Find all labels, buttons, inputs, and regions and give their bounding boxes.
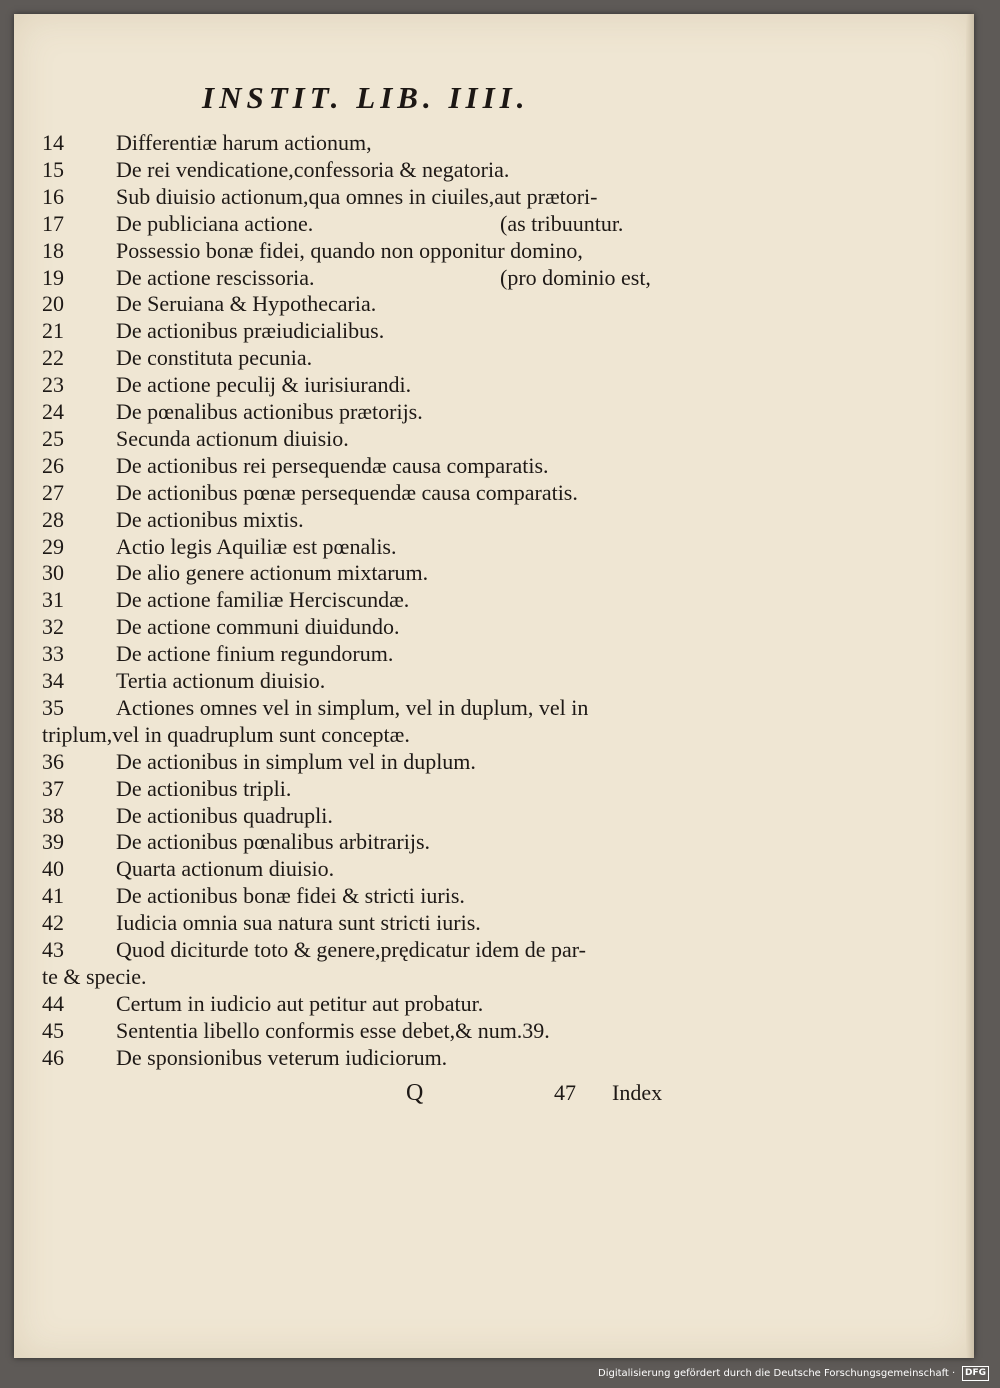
list-item <box>14 641 974 669</box>
entry-text: Possessio bonæ fidei, quando non opponitur domino, <box>116 237 583 263</box>
list-item <box>14 883 974 911</box>
entry-text: De actione familiæ Herciscundæ. <box>116 587 410 613</box>
digitization-credit: Digitalisierung gefördert durch die Deutsche Forschungsgemeinschaft · <box>598 1368 956 1379</box>
entry-text: Sententia libello conformis esse debet,& num.39. <box>116 1017 550 1043</box>
entry-text: De actionibus pœnæ persequendæ causa comparatis. <box>116 479 578 505</box>
list-item <box>14 829 974 857</box>
entry-text: Actiones omnes vel in simplum, vel in duplum, vel in <box>116 694 589 720</box>
entry-number: 20 <box>42 291 64 317</box>
list-item <box>14 1045 974 1073</box>
list-item <box>14 372 974 400</box>
entry-number: 18 <box>42 237 64 263</box>
entry-number: 42 <box>42 910 64 936</box>
list-item <box>14 426 974 454</box>
continuation-text: triplum,vel in quadruplum sunt conceptæ. <box>42 721 410 747</box>
entry-number: 19 <box>42 264 64 290</box>
signature-mark: Q <box>406 1080 424 1106</box>
list-item <box>14 668 974 696</box>
table-of-contents <box>14 14 974 1358</box>
entry-text: De actione finium regundorum. <box>116 641 394 667</box>
list-item <box>14 560 974 588</box>
entry-number: 41 <box>42 883 64 909</box>
entry-text: De actionibus præiudicialibus. <box>116 318 385 344</box>
book-page <box>14 14 974 1358</box>
entry-number: 37 <box>42 775 64 801</box>
entry-continuation <box>14 722 974 750</box>
entry-text: De pœnalibus actionibus prætorijs. <box>116 399 423 424</box>
entry-text: Tertia actionum diuisio. <box>116 668 326 693</box>
entry-number: 43 <box>42 937 64 962</box>
list-item <box>14 211 974 239</box>
entry-number: 30 <box>42 560 64 586</box>
list-item <box>14 130 974 158</box>
entry-text: De alio genere actionum mixtarum. <box>116 560 429 586</box>
list-item <box>14 238 974 266</box>
entry-text: De publiciana actione. <box>116 210 314 236</box>
list-item <box>14 184 974 212</box>
list-item <box>14 1018 974 1046</box>
entry-text: De actionibus bonæ fidei & stricti iuris. <box>116 883 465 909</box>
entry-number: 40 <box>42 856 64 882</box>
entry-number: 29 <box>42 533 64 559</box>
entry-text: Sub diuisio actionum,qua omnes in ciuiles,aut prætori- <box>116 183 598 209</box>
entry-text: De actionibus in simplum vel in duplum. <box>116 748 476 774</box>
entry-number: 17 <box>42 210 64 236</box>
list-item <box>14 534 974 562</box>
dfg-logo: DFG <box>962 1366 989 1381</box>
list-item <box>14 937 974 965</box>
list-item <box>14 695 974 723</box>
list-item <box>14 910 974 938</box>
list-item <box>14 749 974 777</box>
entry-text: De rei vendicatione,confessoria & negatoria. <box>116 156 510 182</box>
entry-runover: (as tribuuntur. <box>500 210 624 236</box>
catchword-number: 47 <box>554 1080 576 1105</box>
entry-text: De constituta pecunia. <box>116 345 313 371</box>
entry-text: De actionibus rei persequendæ causa comparatis. <box>116 452 549 478</box>
entry-number: 28 <box>42 506 64 532</box>
list-item <box>14 803 974 831</box>
catchword: Index <box>612 1080 663 1105</box>
list-item <box>14 157 974 185</box>
list-item <box>14 399 974 427</box>
entry-text: Iudicia omnia sua natura sunt stricti iuris. <box>116 910 481 936</box>
entry-number: 46 <box>42 1044 64 1070</box>
list-item <box>14 291 974 319</box>
entry-text: De Seruiana & Hypothecaria. <box>116 291 377 317</box>
entry-text: De actionibus quadrupli. <box>116 802 333 828</box>
entry-number: 32 <box>42 614 64 640</box>
list-item <box>14 991 974 1019</box>
entry-text: Differentiæ harum actionum, <box>116 130 372 155</box>
entry-text: De actione communi diuidundo. <box>116 614 400 640</box>
entry-text: De actionibus tripli. <box>116 775 292 801</box>
entry-number: 36 <box>42 748 64 774</box>
entry-text: De actione peculij & iurisiurandi. <box>116 372 412 398</box>
list-item <box>14 507 974 535</box>
list-item <box>14 480 974 508</box>
entry-text: Quod diciturde toto & genere,prędicatur idem de par- <box>116 937 586 962</box>
list-item <box>14 856 974 884</box>
entry-number: 16 <box>42 183 64 209</box>
entry-text: De actione rescissoria. <box>116 264 315 290</box>
entry-number: 26 <box>42 452 64 478</box>
entry-number: 14 <box>42 130 64 155</box>
entry-text: Secunda actionum diuisio. <box>116 425 349 451</box>
running-header: INSTIT. LIB. IIII. <box>202 80 530 115</box>
entry-number: 23 <box>42 372 64 398</box>
entry-number: 31 <box>42 587 64 613</box>
entry-text: Quarta actionum diuisio. <box>116 856 335 882</box>
entry-text: De actionibus pœnalibus arbitrarijs. <box>116 829 431 855</box>
entry-number: 45 <box>42 1017 64 1043</box>
entry-number: 38 <box>42 802 64 828</box>
list-item <box>14 453 974 481</box>
list-item <box>14 776 974 804</box>
continuation-text: te & specie. <box>42 963 147 989</box>
entry-number: 24 <box>42 399 64 424</box>
entry-text: De actionibus mixtis. <box>116 506 304 532</box>
list-item <box>14 587 974 615</box>
list-item <box>14 265 974 293</box>
entry-number: 39 <box>42 829 64 855</box>
entry-number: 25 <box>42 425 64 451</box>
list-item <box>14 345 974 373</box>
entry-continuation <box>14 964 974 992</box>
entry-number: 35 <box>42 694 64 720</box>
list-item <box>14 318 974 346</box>
entry-number: 22 <box>42 345 64 371</box>
entry-number: 33 <box>42 641 64 667</box>
entry-number: 34 <box>42 668 64 693</box>
entry-text: Actio legis Aquiliæ est pœnalis. <box>116 533 397 559</box>
entry-number: 21 <box>42 318 64 344</box>
entry-number: 27 <box>42 479 64 505</box>
entry-text: De sponsionibus veterum iudiciorum. <box>116 1044 448 1070</box>
entry-text: Certum in iudicio aut petitur aut probatur. <box>116 990 484 1016</box>
entry-number: 15 <box>42 156 64 182</box>
list-item <box>14 614 974 642</box>
entry-runover: (pro dominio est, <box>500 264 651 290</box>
entry-number: 44 <box>42 990 64 1016</box>
